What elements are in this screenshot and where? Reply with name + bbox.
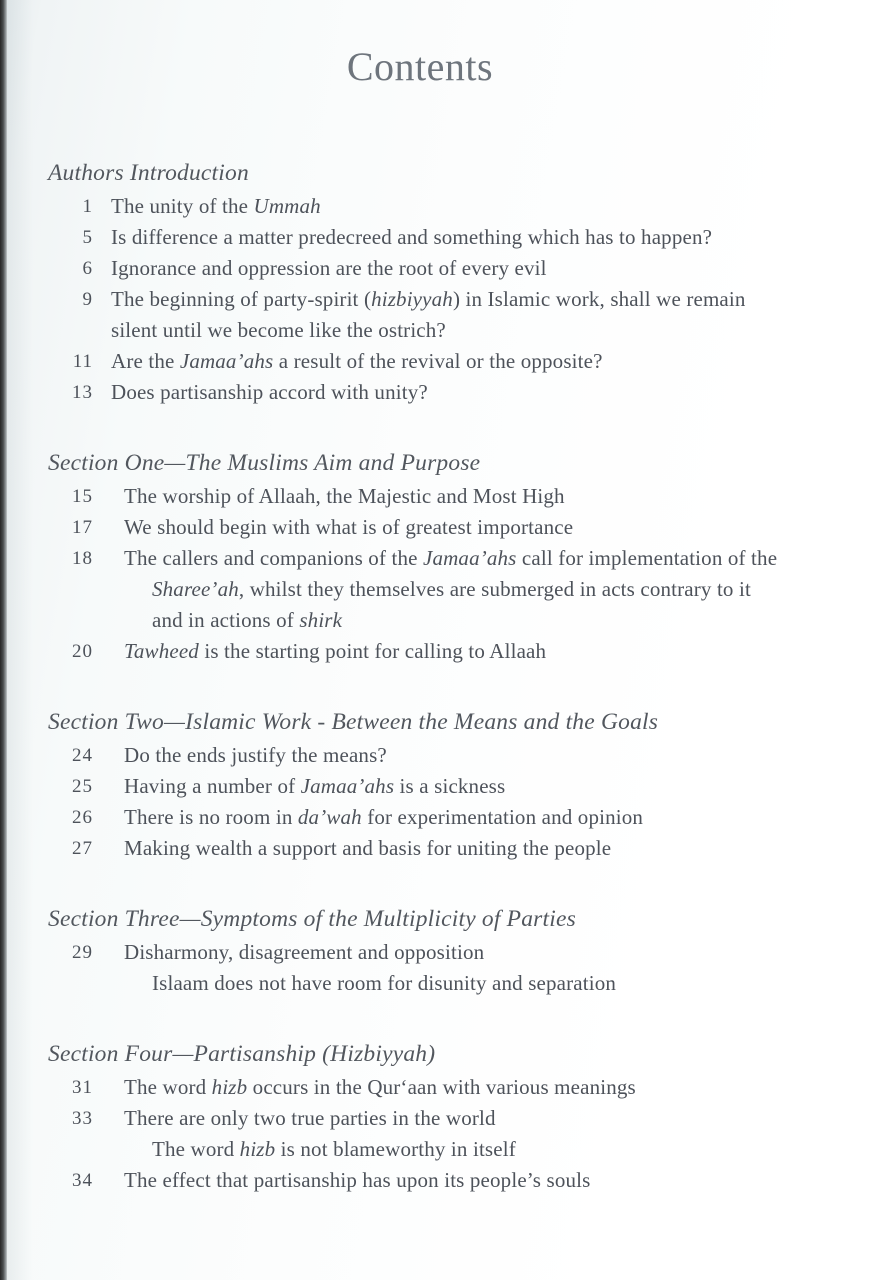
- toc-entry-page-number: 29: [72, 942, 93, 963]
- toc-entry-line: Disharmony, disagreement and opposition: [124, 940, 485, 964]
- book-binding-edge: [0, 0, 7, 1280]
- toc-entry-line: Is difference a matter predecreed and something which has to happen?: [111, 225, 713, 249]
- toc-entry-title: [93, 937, 852, 999]
- toc-entry-title: [93, 543, 852, 636]
- toc-entry-title: [93, 802, 852, 833]
- toc-entry-page-number: 24: [72, 745, 93, 766]
- toc-entry-page-number: 11: [72, 351, 93, 372]
- toc-entry-page-number: 17: [72, 517, 93, 538]
- toc-entry-page-number: 5: [82, 227, 93, 248]
- toc-entry-line: Having a number of Jamaa’ahs is a sickness: [124, 774, 506, 798]
- toc-entry: [48, 543, 852, 636]
- toc-entry: [48, 833, 852, 864]
- toc-entry-title: [93, 512, 852, 543]
- toc-entry-title: [93, 346, 852, 377]
- toc-entry-line: Tawheed is the starting point for calling to Allaah: [124, 639, 547, 663]
- toc-section: [48, 1039, 852, 1196]
- toc-section: [48, 707, 852, 864]
- toc-entry-title: [93, 222, 852, 253]
- toc-entry: [48, 481, 852, 512]
- toc-entry-page-number: 6: [82, 258, 93, 279]
- toc-entry: [48, 740, 852, 771]
- toc-entry-line: Sharee’ah, whilst they themselves are submerged in acts contrary to it: [152, 577, 751, 601]
- toc-entry-page-number: 9: [82, 289, 93, 310]
- toc-section: [48, 448, 852, 667]
- toc-entry-title: [93, 253, 852, 284]
- toc-entry-line: Making wealth a support and basis for uniting the people: [124, 836, 612, 860]
- toc-entry-line: There are only two true parties in the world: [124, 1106, 496, 1130]
- toc-entry-title: [93, 1072, 852, 1103]
- toc-section-heading: Section One—The Muslims Aim and Purpose: [48, 450, 481, 476]
- toc-section-heading: Section Three—Symptoms of the Multiplicity of Parties: [48, 906, 576, 932]
- toc-entry-line: and in actions of shirk: [152, 608, 343, 632]
- toc-entry-line: Ignorance and oppression are the root of every evil: [111, 256, 547, 280]
- toc-entry-title: [93, 1103, 852, 1165]
- toc-entry-line: The effect that partisanship has upon its people’s souls: [124, 1168, 591, 1192]
- toc-entry: [48, 284, 852, 346]
- toc-entry-page-number: 26: [72, 807, 93, 828]
- toc-entry-page-number: 15: [72, 486, 93, 507]
- toc-entry-title: [93, 740, 852, 771]
- toc-entry-title: [93, 636, 852, 667]
- toc-entry-line: silent until we become like the ostrich?: [111, 318, 446, 342]
- toc-entry-line: The callers and companions of the Jamaa’ahs call for implementation of the: [124, 546, 778, 570]
- toc-entry-page-number: 20: [72, 641, 93, 662]
- table-of-contents: [48, 158, 852, 1196]
- toc-entry: [48, 1165, 852, 1196]
- toc-entry-title: [93, 1165, 852, 1196]
- toc-entry: [48, 1103, 852, 1165]
- toc-entry-page-number: 33: [72, 1108, 93, 1129]
- toc-entry-title: [93, 191, 852, 222]
- toc-entry-line: Islaam does not have room for disunity and separation: [152, 971, 617, 995]
- toc-entry: [48, 377, 852, 408]
- toc-entry: [48, 937, 852, 999]
- toc-entry: [48, 771, 852, 802]
- toc-entry-title: [93, 771, 852, 802]
- toc-section: [48, 158, 852, 408]
- toc-section-heading: Section Two—Islamic Work - Between the Means and the Goals: [48, 709, 659, 735]
- toc-entry: [48, 512, 852, 543]
- toc-entry-line: Does partisanship accord with unity?: [111, 380, 428, 404]
- toc-entry-line: Are the Jamaa’ahs a result of the revival or the opposite?: [111, 349, 603, 373]
- toc-entry-line: The word hizb occurs in the Qur‘aan with various meanings: [124, 1075, 636, 1099]
- toc-section-heading: Section Four—Partisanship (Hizbiyyah): [48, 1041, 436, 1067]
- toc-entry-page-number: 31: [72, 1077, 93, 1098]
- toc-entry-title: [93, 833, 852, 864]
- toc-entry: [48, 802, 852, 833]
- toc-entry-line: The worship of Allaah, the Majestic and Most High: [124, 484, 565, 508]
- toc-entry-page-number: 27: [72, 838, 93, 859]
- toc-entry-line: We should begin with what is of greatest importance: [124, 515, 574, 539]
- toc-entry: [48, 222, 852, 253]
- toc-entry: [48, 191, 852, 222]
- toc-entry-line: Do the ends justify the means?: [124, 743, 387, 767]
- toc-entry-line: The unity of the Ummah: [111, 194, 321, 218]
- toc-entry-title: [93, 481, 852, 512]
- toc-entry-page-number: 18: [72, 548, 93, 569]
- toc-entry-line: The word hizb is not blameworthy in itself: [152, 1137, 516, 1161]
- toc-entry-line: The beginning of party-spirit (hizbiyyah) in Islamic work, shall we remain: [111, 287, 746, 311]
- page-title: Contents: [346, 44, 494, 89]
- toc-entry-page-number: 25: [72, 776, 93, 797]
- toc-entry: [48, 253, 852, 284]
- toc-entry: [48, 346, 852, 377]
- toc-entry-page-number: 34: [72, 1170, 93, 1191]
- toc-entry-title: [93, 284, 852, 346]
- toc-section: [48, 904, 852, 999]
- toc-entry-page-number: 1: [82, 196, 93, 217]
- toc-section-heading: Authors Introduction: [48, 160, 249, 186]
- toc-entry: [48, 636, 852, 667]
- scan-shadow-artifact: [7, 0, 33, 1280]
- toc-entry-line: There is no room in da’wah for experimentation and opinion: [124, 805, 644, 829]
- toc-entry: [48, 1072, 852, 1103]
- toc-entry-title: [93, 377, 852, 408]
- toc-entry-page-number: 13: [72, 382, 93, 403]
